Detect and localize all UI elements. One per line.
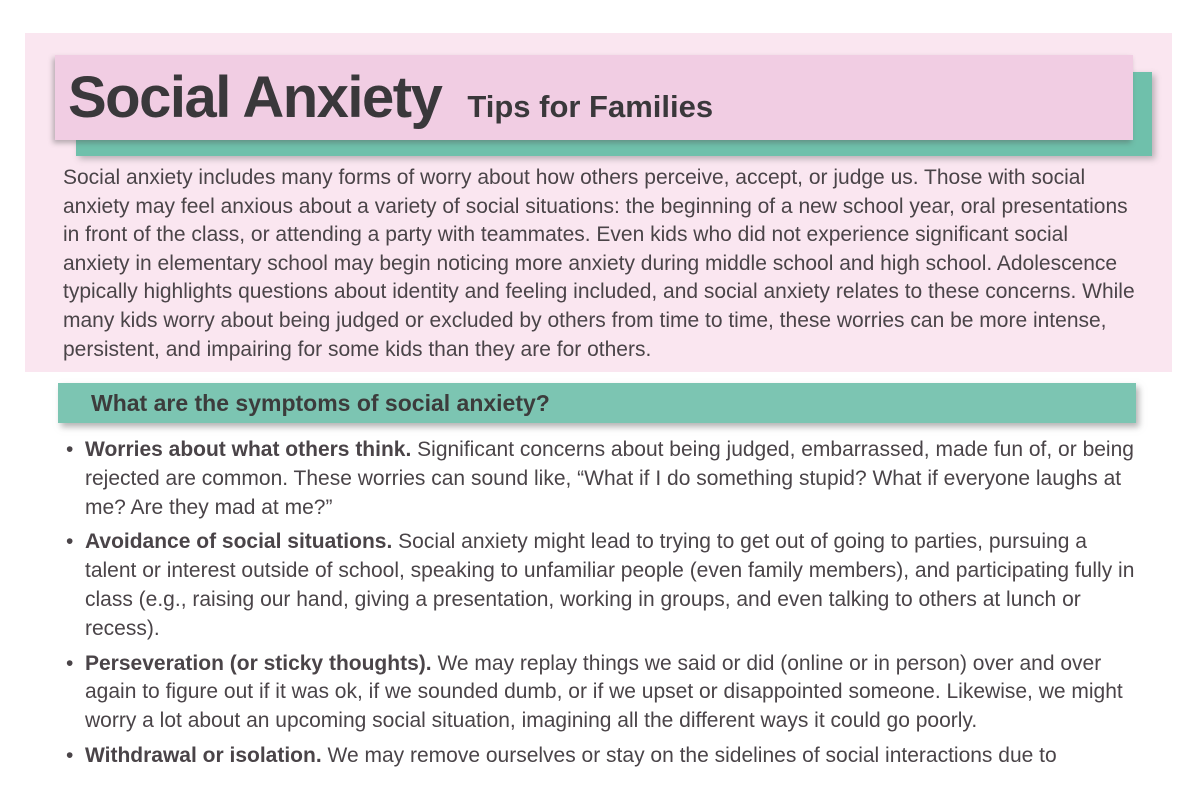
list-item [64,436,1136,522]
intro-paragraph: Social anxiety includes many forms of worry about how others perceive, accept, or judge us. Those with social anxiety may feel anxious about a variety of social situations: the beginning of a new school year, oral presentations in front of the class, or attending a party with teammates. Even kids who did not experience significant social anxiety in elementary school may begin noticing more anxiety during middle school and high school. Adolescence typically highlights questions about identity and feeling included, and social anxiety relates to these concerns. While many kids worry about being judged or excluded by others from time to time, these worries can be more intense, persistent, and impairing for some kids than they are for others. [63,166,1135,361]
list-item-text: We may remove ourselves or stay on the sidelines of social interactions due to [327,743,1057,767]
header-banner [55,55,1133,140]
symptoms-section-banner [58,383,1136,423]
list-item-lead: Avoidance of social situations. [85,530,393,554]
list-item [64,528,1136,643]
bullet-icon: • [66,743,74,767]
symptoms-list [64,436,1136,777]
bullet-icon: • [66,530,74,554]
page-subtitle: Tips for Families [467,89,714,124]
page-title: Social Anxiety [68,65,442,130]
list-item-text: Significant concerns about being judged, embarrassed, made fun of, or being rejected are common. These worries can sound like, “What if I do something stupid? What if everyone laughs at me? Are they mad at me?” [85,438,1134,519]
list-item-lead: Worries about what others think. [85,438,412,461]
list-item-lead: Perseveration (or sticky thoughts). [85,651,432,675]
list-item-lead: Withdrawal or isolation. [85,743,322,767]
bullet-icon: • [66,438,74,461]
list-item-text: Social anxiety might lead to trying to get out of going to parties, pursuing a talent or interest outside of school, speaking to unfamiliar people (even family members), and participating fully in class (e.g., raising our hand, giving a presentation, working in groups, and even talking to others at lunch or recess). [85,530,1135,640]
symptoms-section-heading: What are the symptoms of social anxiety? [91,389,550,416]
bullet-icon: • [66,651,74,675]
list-item [64,742,1136,771]
list-item-text: We may replay things we said or did (online or in person) over and over again to figure out if it was ok, if we sounded dumb, or if we upset or disappointed someone. Likewise, we might worry a lot about an upcoming social situation, imagining all the different ways it could go poorly. [85,651,1123,733]
list-item [64,650,1136,736]
